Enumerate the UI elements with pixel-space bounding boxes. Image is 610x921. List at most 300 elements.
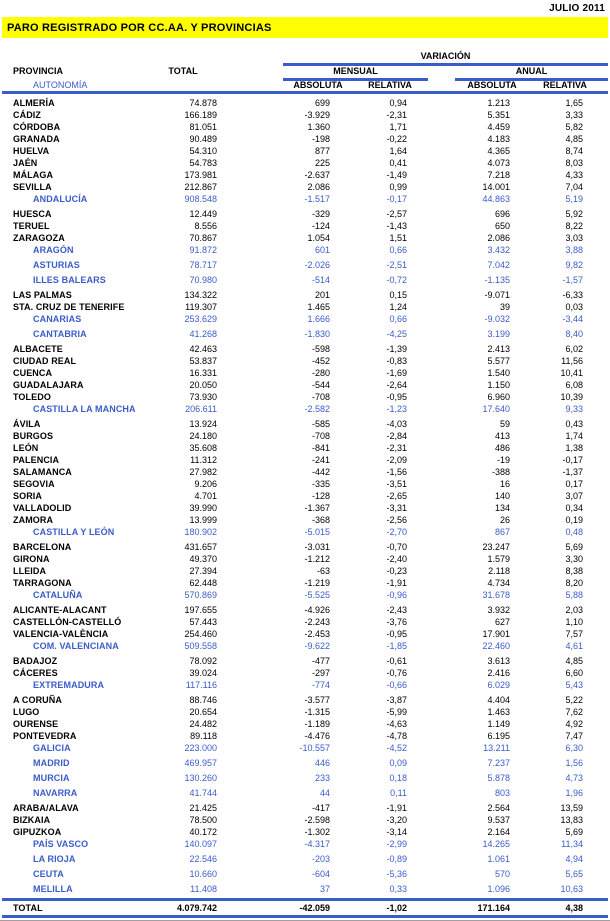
autonomy-section bbox=[0, 208, 610, 256]
cell-m_rel: -2,57 bbox=[386, 209, 407, 219]
cell-total: 54.310 bbox=[189, 146, 217, 156]
cell-total: 509.558 bbox=[184, 641, 217, 651]
cell-m_abs: 225 bbox=[314, 158, 330, 168]
total-row bbox=[0, 901, 610, 915]
col-header-relativa-mensual: RELATIVA bbox=[368, 80, 412, 90]
cell-a_rel: 1,96 bbox=[565, 788, 583, 798]
autonomy-summary-row bbox=[0, 313, 610, 325]
cell-m_rel: 0,66 bbox=[389, 314, 407, 324]
province-row bbox=[0, 565, 610, 577]
cell-a_rel: 4,33 bbox=[565, 170, 583, 180]
cell-a_rel: 10,63 bbox=[560, 884, 583, 894]
cell-m_abs: -708 bbox=[311, 431, 330, 441]
cell-a_abs: 4.734 bbox=[487, 578, 510, 588]
province-row bbox=[0, 694, 610, 706]
cell-a_rel: 3,07 bbox=[565, 491, 583, 501]
cell-total: 253.629 bbox=[184, 314, 217, 324]
cell-name: JAÉN bbox=[13, 158, 38, 168]
cell-total: 8.556 bbox=[194, 221, 217, 231]
province-row bbox=[0, 655, 610, 667]
cell-total: 89.118 bbox=[190, 731, 217, 741]
cell-m_abs: -1.302 bbox=[304, 827, 330, 837]
province-row bbox=[0, 454, 610, 466]
autonomy-summary-row bbox=[0, 772, 610, 784]
autonomy-section bbox=[0, 604, 610, 652]
cell-m_abs: 2.086 bbox=[307, 182, 330, 192]
cell-m_rel: -1,49 bbox=[386, 170, 407, 180]
cell-a_rel: 1,65 bbox=[565, 98, 583, 108]
cell-m_abs: -2.453 bbox=[304, 629, 330, 639]
cell-a_abs: 140 bbox=[494, 491, 510, 501]
cell-m_rel: -3,87 bbox=[386, 695, 407, 705]
cell-total: 39.990 bbox=[189, 503, 217, 513]
autonomy-summary-row bbox=[0, 868, 610, 880]
autonomy-section bbox=[0, 328, 610, 340]
autonomy-summary-row bbox=[0, 403, 610, 415]
cell-total: 212.867 bbox=[184, 182, 217, 192]
report-date: JULIO 2011 bbox=[549, 3, 605, 14]
cell-name: ARABA/ALAVA bbox=[13, 803, 79, 813]
cell-anual-absoluta: 171.164 bbox=[477, 903, 510, 913]
cell-name: CEUTA bbox=[33, 869, 64, 879]
cell-m_abs: -1.517 bbox=[304, 194, 330, 204]
cell-name: STA. CRUZ DE TENERIFE bbox=[13, 302, 125, 312]
autonomy-summary-row bbox=[0, 589, 610, 601]
cell-a_rel: 1,56 bbox=[565, 758, 583, 768]
cell-name: CANARIAS bbox=[33, 314, 82, 324]
cell-total: 78.500 bbox=[189, 815, 217, 825]
cell-name: PALENCIA bbox=[13, 455, 60, 465]
cell-m_abs: -368 bbox=[311, 515, 330, 525]
cell-a_abs: 2.416 bbox=[487, 668, 510, 678]
cell-m_rel: -0,23 bbox=[386, 566, 407, 576]
cell-name: ALMERÍA bbox=[13, 98, 55, 108]
cell-name: CÁCERES bbox=[13, 668, 58, 678]
cell-a_abs: 22.460 bbox=[482, 641, 510, 651]
cell-name: GRANADA bbox=[13, 134, 60, 144]
cell-total: 180.902 bbox=[184, 527, 217, 537]
cell-name: ARAGÓN bbox=[33, 245, 74, 255]
cell-a_abs: 2.413 bbox=[487, 344, 510, 354]
cell-a_abs: 7.237 bbox=[487, 758, 510, 768]
cell-total: 134.322 bbox=[184, 290, 217, 300]
cell-a_rel: -1,57 bbox=[562, 275, 583, 285]
cell-total: 11.312 bbox=[190, 455, 217, 465]
cell-a_rel: 11,34 bbox=[561, 839, 583, 849]
cell-m_rel: -0,95 bbox=[386, 392, 407, 402]
cell-name: ALICANTE-ALACANT bbox=[13, 605, 107, 615]
province-row bbox=[0, 418, 610, 430]
cell-name: ZAMORA bbox=[13, 515, 54, 525]
cell-a_abs: 1.150 bbox=[487, 380, 510, 390]
autonomy-summary-row bbox=[0, 328, 610, 340]
cell-a_rel: 4,73 bbox=[565, 773, 583, 783]
cell-total: 119.307 bbox=[185, 302, 217, 312]
cell-name: SORIA bbox=[13, 491, 43, 501]
cell-m_abs: -417 bbox=[311, 803, 330, 813]
province-row bbox=[0, 730, 610, 742]
cell-m_rel: -0,61 bbox=[386, 656, 407, 666]
autonomy-section bbox=[0, 772, 610, 784]
cell-mensual-relativa: -1,02 bbox=[386, 903, 407, 913]
cell-name: BARCELONA bbox=[13, 542, 72, 552]
cell-a_rel: 8,03 bbox=[565, 158, 583, 168]
cell-total: 73.930 bbox=[189, 392, 217, 402]
cell-a_abs: 1.213 bbox=[487, 98, 510, 108]
cell-a_rel: 8,40 bbox=[565, 329, 583, 339]
cell-a_rel: 0,34 bbox=[565, 503, 583, 513]
cell-a_abs: 9.537 bbox=[487, 815, 510, 825]
autonomy-summary-row bbox=[0, 787, 610, 799]
cell-a_abs: 44.863 bbox=[482, 194, 510, 204]
cell-total: 78.092 bbox=[189, 656, 217, 666]
cell-m_rel: 0,15 bbox=[389, 290, 407, 300]
cell-m_abs: -329 bbox=[311, 209, 330, 219]
cell-total: 223.000 bbox=[184, 743, 217, 753]
cell-m_abs: -4.476 bbox=[304, 731, 330, 741]
cell-a_abs: -1.135 bbox=[484, 275, 510, 285]
cell-a_abs: 5.577 bbox=[487, 356, 510, 366]
cell-m_rel: -2,64 bbox=[386, 380, 407, 390]
cell-m_rel: -4,25 bbox=[386, 329, 407, 339]
cell-a_rel: 7,57 bbox=[565, 629, 583, 639]
cell-name: ASTURIAS bbox=[33, 260, 80, 270]
cell-m_abs: -1.189 bbox=[304, 719, 330, 729]
cell-total: 431.657 bbox=[184, 542, 217, 552]
cell-a_rel: 9,82 bbox=[565, 260, 583, 270]
cell-m_abs: 601 bbox=[314, 245, 330, 255]
province-row bbox=[0, 604, 610, 616]
cell-a_abs: 134 bbox=[494, 503, 510, 513]
cell-total: 24.180 bbox=[189, 431, 217, 441]
cell-a_abs: 4.073 bbox=[487, 158, 510, 168]
cell-m_rel: -4,78 bbox=[386, 731, 407, 741]
cell-m_abs: 1.465 bbox=[307, 302, 330, 312]
cell-total: 40.172 bbox=[189, 827, 217, 837]
cell-total: 130.260 bbox=[184, 773, 217, 783]
cell-a_abs: 17.640 bbox=[482, 404, 510, 414]
cell-m_abs: -198 bbox=[311, 134, 330, 144]
cell-total: 22.546 bbox=[189, 854, 217, 864]
cell-m_rel: 0,41 bbox=[389, 158, 407, 168]
cell-m_abs: -10.557 bbox=[299, 743, 330, 753]
cell-m_abs: -63 bbox=[316, 566, 330, 576]
cell-a_abs: 2.118 bbox=[488, 566, 510, 576]
cell-total: 62.448 bbox=[189, 578, 217, 588]
cell-m_abs: -2.598 bbox=[304, 815, 330, 825]
province-row bbox=[0, 628, 610, 640]
cell-a_rel: 4,85 bbox=[565, 656, 583, 666]
cell-m_rel: -5,36 bbox=[386, 869, 407, 879]
cell-total: 13.999 bbox=[189, 515, 217, 525]
cell-a_rel: 10,39 bbox=[560, 392, 583, 402]
cell-a_abs: -9.032 bbox=[484, 314, 510, 324]
cell-m_rel: -0,66 bbox=[386, 680, 407, 690]
cell-m_rel: -2,56 bbox=[386, 515, 407, 525]
autonomy-section bbox=[0, 694, 610, 754]
cell-name: PONTEVEDRA bbox=[13, 731, 77, 741]
cell-m_abs: -598 bbox=[311, 344, 330, 354]
cell-name: LUGO bbox=[13, 707, 40, 717]
cell-a_rel: 6,30 bbox=[565, 743, 583, 753]
cell-m_rel: 1,64 bbox=[389, 146, 407, 156]
cell-m_abs: -4.926 bbox=[304, 605, 330, 615]
cell-total: 20.654 bbox=[189, 707, 217, 717]
province-row bbox=[0, 379, 610, 391]
cell-a_rel: 7,62 bbox=[565, 707, 583, 717]
cell-a_abs: 486 bbox=[494, 443, 510, 453]
province-row bbox=[0, 169, 610, 181]
autonomy-section bbox=[0, 289, 610, 325]
autonomy-summary-row bbox=[0, 193, 610, 205]
cell-name: TOTAL bbox=[13, 903, 43, 913]
cell-a_rel: 1,38 bbox=[565, 443, 583, 453]
cell-a_abs: 1.540 bbox=[487, 368, 510, 378]
province-row bbox=[0, 145, 610, 157]
cell-name: COM. VALENCIANA bbox=[33, 641, 119, 651]
cell-m_abs: 877 bbox=[314, 146, 330, 156]
cell-total: 91.872 bbox=[189, 245, 217, 255]
cell-m_rel: -4,63 bbox=[386, 719, 407, 729]
cell-a_abs: -19 bbox=[496, 455, 510, 465]
cell-m_rel: -1,69 bbox=[386, 368, 407, 378]
cell-m_rel: -1,39 bbox=[386, 344, 407, 354]
cell-m_abs: -203 bbox=[311, 854, 330, 864]
autonomy-section bbox=[0, 802, 610, 850]
cell-a_abs: 627 bbox=[494, 617, 510, 627]
cell-a_abs: 13.211 bbox=[483, 743, 510, 753]
cell-m_abs: 233 bbox=[314, 773, 330, 783]
cell-m_abs: 1.666 bbox=[307, 314, 330, 324]
cell-name: BURGOS bbox=[13, 431, 54, 441]
autonomy-section bbox=[0, 97, 610, 205]
cell-m_rel: -1,23 bbox=[386, 404, 407, 414]
cell-a_abs: 6.029 bbox=[487, 680, 510, 690]
cell-a_rel: 5,19 bbox=[565, 194, 583, 204]
cell-total: 13.924 bbox=[189, 419, 217, 429]
autonomy-summary-row bbox=[0, 526, 610, 538]
cell-m_abs: -1.830 bbox=[304, 329, 330, 339]
province-row bbox=[0, 355, 610, 367]
cell-m_rel: -1,85 bbox=[386, 641, 407, 651]
total-bottom-rule bbox=[2, 915, 608, 918]
cell-total: 24.482 bbox=[189, 719, 217, 729]
col-header-variacion: VARIACIÓN bbox=[420, 51, 471, 61]
cell-m_rel: 1,24 bbox=[389, 302, 407, 312]
cell-a_rel: 0,48 bbox=[565, 527, 583, 537]
province-row bbox=[0, 301, 610, 313]
cell-a_abs: 650 bbox=[494, 221, 510, 231]
cell-total: 206.611 bbox=[185, 404, 217, 414]
cell-name: SEVILLA bbox=[13, 182, 52, 192]
cell-m_rel: -2,99 bbox=[386, 839, 407, 849]
cell-total: 35.608 bbox=[189, 443, 217, 453]
cell-m_rel: -3,31 bbox=[386, 503, 407, 513]
cell-m_rel: -4,03 bbox=[386, 419, 407, 429]
autonomy-section bbox=[0, 868, 610, 880]
cell-a_rel: 3,88 bbox=[565, 245, 583, 255]
province-row bbox=[0, 706, 610, 718]
cell-a_rel: 5,43 bbox=[565, 680, 583, 690]
cell-name: CANTABRIA bbox=[33, 329, 87, 339]
cell-name: ANDALUCÍA bbox=[33, 194, 88, 204]
cell-m_abs: -452 bbox=[311, 356, 330, 366]
cell-name: CUENCA bbox=[13, 368, 53, 378]
province-row bbox=[0, 208, 610, 220]
autonomy-section bbox=[0, 757, 610, 769]
province-row bbox=[0, 541, 610, 553]
cell-m_rel: 1,51 bbox=[389, 233, 407, 243]
col-header-anual: ANUAL bbox=[515, 66, 548, 76]
cell-m_abs: -2.637 bbox=[304, 170, 330, 180]
cell-total: 70.980 bbox=[189, 275, 217, 285]
cell-m_rel: -2,43 bbox=[386, 605, 407, 615]
cell-a_abs: 2.164 bbox=[487, 827, 510, 837]
cell-total: 173.981 bbox=[184, 170, 217, 180]
cell-a_rel: 0,03 bbox=[565, 302, 583, 312]
cell-m_abs: -585 bbox=[311, 419, 330, 429]
cell-a_abs: 5.351 bbox=[487, 110, 510, 120]
col-header-provincia: PROVINCIA bbox=[13, 66, 64, 76]
cell-name: ÁVILA bbox=[13, 419, 41, 429]
cell-name: TOLEDO bbox=[13, 392, 51, 402]
page-title: PARO REGISTRADO POR CC.AA. Y PROVINCIAS bbox=[7, 21, 272, 34]
province-row bbox=[0, 97, 610, 109]
cell-m_abs: -841 bbox=[311, 443, 330, 453]
cell-m_rel: -1,56 bbox=[386, 467, 407, 477]
cell-total: 117.116 bbox=[185, 680, 217, 690]
cell-m_abs: -544 bbox=[311, 380, 330, 390]
cell-name: ILLES BALEARS bbox=[33, 275, 106, 285]
cell-m_rel: 0,94 bbox=[389, 98, 407, 108]
autonomy-section bbox=[0, 655, 610, 691]
cell-m_rel: 1,71 bbox=[389, 122, 407, 132]
autonomy-section bbox=[0, 418, 610, 538]
cell-m_abs: -1.315 bbox=[304, 707, 330, 717]
col-header-absoluta-mensual: ABSOLUTA bbox=[293, 80, 343, 90]
cell-name: CIUDAD REAL bbox=[13, 356, 77, 366]
cell-m_rel: -5,99 bbox=[386, 707, 407, 717]
cell-a_abs: 6.195 bbox=[487, 731, 510, 741]
autonomy-section bbox=[0, 343, 610, 415]
cell-m_abs: -297 bbox=[311, 668, 330, 678]
cell-name: ALBACETE bbox=[13, 344, 63, 354]
cell-a_abs: 6.960 bbox=[487, 392, 510, 402]
cell-m_rel: -2,31 bbox=[386, 110, 407, 120]
cell-total: 54.783 bbox=[189, 158, 217, 168]
cell-a_abs: 31.678 bbox=[482, 590, 510, 600]
cell-a_abs: 1.061 bbox=[487, 854, 510, 864]
table-body bbox=[0, 97, 610, 921]
autonomy-section bbox=[0, 787, 610, 799]
cell-a_rel: -3,44 bbox=[562, 314, 583, 324]
cell-total: 81.051 bbox=[189, 122, 217, 132]
province-row bbox=[0, 466, 610, 478]
cell-anual-relativa: 4,38 bbox=[565, 903, 583, 913]
cell-m_rel: 0,09 bbox=[389, 758, 407, 768]
cell-name: CATALUÑA bbox=[33, 590, 83, 600]
cell-total: 10.660 bbox=[189, 869, 217, 879]
cell-a_abs: -9.071 bbox=[484, 290, 510, 300]
cell-name: NAVARRA bbox=[33, 788, 78, 798]
cell-m_rel: 0,11 bbox=[390, 788, 407, 798]
province-row bbox=[0, 577, 610, 589]
cell-m_abs: -442 bbox=[311, 467, 330, 477]
autonomy-summary-row bbox=[0, 883, 610, 895]
cell-name: HUESCA bbox=[13, 209, 52, 219]
province-row bbox=[0, 553, 610, 565]
cell-m_abs: 37 bbox=[319, 884, 330, 894]
cell-name: LAS PALMAS bbox=[13, 290, 72, 300]
province-row bbox=[0, 667, 610, 679]
cell-a_abs: 1.463 bbox=[487, 707, 510, 717]
autonomy-summary-row bbox=[0, 679, 610, 691]
cell-total: 469.957 bbox=[184, 758, 217, 768]
cell-m_rel: -1,43 bbox=[386, 221, 407, 231]
cell-m_abs: -124 bbox=[311, 221, 330, 231]
cell-m_abs: -1.367 bbox=[304, 503, 330, 513]
cell-m_rel: 0,66 bbox=[389, 245, 407, 255]
cell-a_rel: 1,10 bbox=[565, 617, 583, 627]
autonomy-summary-row bbox=[0, 274, 610, 286]
cell-a_rel: 0,17 bbox=[565, 479, 583, 489]
cell-name: GUADALAJARA bbox=[13, 380, 84, 390]
province-row bbox=[0, 157, 610, 169]
cell-name: PAÍS VASCO bbox=[33, 839, 89, 849]
cell-a_abs: 3.932 bbox=[487, 605, 510, 615]
cell-name: BADAJOZ bbox=[13, 656, 58, 666]
cell-a_rel: 7,04 bbox=[565, 182, 583, 192]
cell-a_rel: 4,92 bbox=[565, 719, 583, 729]
cell-total: 90.489 bbox=[189, 134, 217, 144]
cell-total: 4.079.742 bbox=[176, 903, 217, 913]
cell-m_abs: -9.622 bbox=[304, 641, 330, 651]
autonomy-section bbox=[0, 274, 610, 286]
cell-a_rel: 3,03 bbox=[565, 233, 583, 243]
cell-m_rel: -0,72 bbox=[386, 275, 407, 285]
cell-m_rel: -3,20 bbox=[386, 815, 407, 825]
cell-m_abs: 1.360 bbox=[307, 122, 330, 132]
cell-a_rel: 6,60 bbox=[565, 668, 583, 678]
cell-m_abs: -708 bbox=[311, 392, 330, 402]
province-row bbox=[0, 133, 610, 145]
autonomy-section bbox=[0, 853, 610, 865]
cell-a_abs: 2.564 bbox=[487, 803, 510, 813]
cell-m_rel: -0,70 bbox=[386, 542, 407, 552]
autonomy-summary-row bbox=[0, 742, 610, 754]
autonomy-summary-row bbox=[0, 838, 610, 850]
cell-a_abs: 1.579 bbox=[487, 554, 510, 564]
cell-total: 49.370 bbox=[189, 554, 217, 564]
cell-m_rel: -2,31 bbox=[386, 443, 407, 453]
province-row bbox=[0, 616, 610, 628]
cell-total: 20.050 bbox=[189, 380, 217, 390]
cell-name: MELILLA bbox=[33, 884, 73, 894]
cell-m_rel: -3,14 bbox=[386, 827, 407, 837]
cell-a_rel: 11,56 bbox=[561, 356, 583, 366]
province-row bbox=[0, 391, 610, 403]
cell-m_abs: -5.525 bbox=[304, 590, 330, 600]
cell-a_rel: 5,69 bbox=[565, 827, 583, 837]
cell-m_rel: -0,76 bbox=[386, 668, 407, 678]
cell-total: 12.449 bbox=[189, 209, 217, 219]
province-row bbox=[0, 343, 610, 355]
province-row bbox=[0, 220, 610, 232]
cell-m_rel: -0,89 bbox=[386, 854, 407, 864]
cell-a_rel: 0,19 bbox=[565, 515, 583, 525]
cell-m_rel: -2,65 bbox=[386, 491, 407, 501]
cell-total: 166.189 bbox=[184, 110, 217, 120]
